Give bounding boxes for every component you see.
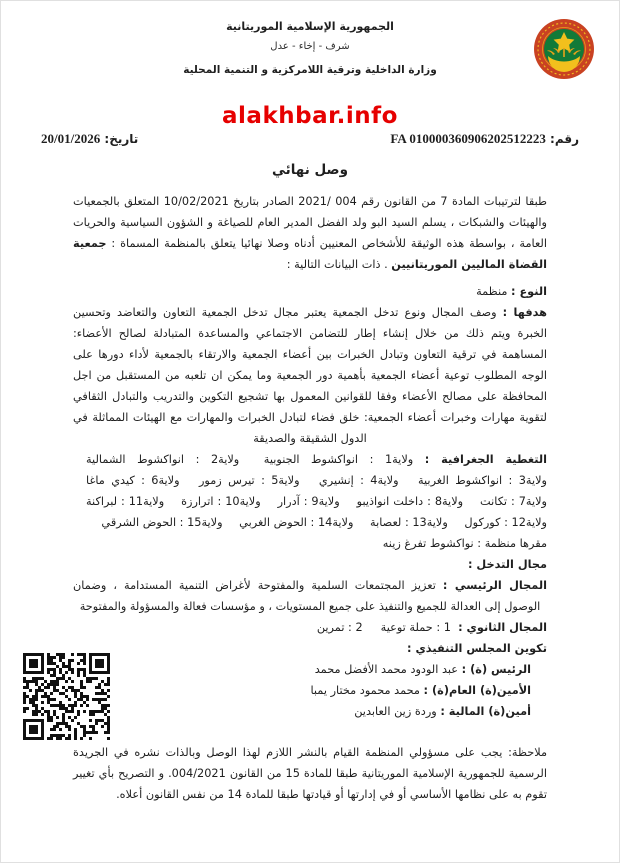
council-member-row <box>73 659 547 680</box>
republic-title: الجمهورية الإسلامية الموريتانية <box>226 20 394 33</box>
coverage-label: التغطية الجغرافية : <box>424 453 548 466</box>
wilaya-item: ولاية7 : تكانت <box>480 495 547 508</box>
wilaya-item: ولاية11 : لبراكنة <box>86 495 165 508</box>
document-date-label: تاريخ: <box>104 132 139 146</box>
coverage-paragraph <box>73 449 547 533</box>
secondary-field-line <box>73 617 547 638</box>
document-meta-row <box>1 131 619 147</box>
secondary-field-item: 2 : تمرين <box>316 621 363 634</box>
headquarters-label: مقرها منظمة : <box>477 537 547 550</box>
secondary-field-items <box>299 621 451 634</box>
secondary-field-label: المجال الثانوي : <box>458 621 547 634</box>
note-paragraph: ملاحظة: يجب على مسؤولي المنظمة القيام بالنشر اللازم لهذا الوصل وبالذات نشره في الجريدة الرسمية للجمهورية الإسلامية الموريتانية طبقا للمادة 15 من القانون 004/2021. و التصريح بأي تغيير تقوم به على نظامها الأساسي أو في إدارتها أو قيادتها طبقا للمادة 14 من نفس القانون أعلاه. <box>73 746 547 801</box>
header-text-block <box>120 19 500 76</box>
document-date <box>41 131 138 147</box>
secondary-field-item: 1 : حملة توعية <box>380 621 451 634</box>
council-header: تكوين المجلس التنفيذي : <box>407 642 547 655</box>
main-field-text: تعزيز المجتمعات السلمية والمفتوحة لأغراض التنمية المستدامة ، وضمان الوصول إلى العدالة للجميع والتنفيذ على جميع المستويات ، و مؤسسات فعالة والمسؤولة والمفتوحة <box>73 579 541 613</box>
mauritania-emblem-icon <box>533 18 595 80</box>
type-value: منظمة <box>476 285 508 298</box>
wilaya-item: ولاية13 : لعصابة <box>370 516 448 529</box>
document-header <box>1 1 619 93</box>
organization-name: جمعية القضاة الماليين الموريتانيين <box>73 237 547 271</box>
wilaya-item: ولاية5 : تيرس زمور <box>198 474 300 487</box>
objective-text: وصف المجال ونوع تدخل الجمعية يعتبر مجال تدخل الجمعية التعاون والتعاضد وتحسين الخبرة ويتم ذلك من خلال إنشاء إطار للتضامن الاجتماعي والمساعدة المتبادلة لصالح الأعضاء: المساهمة في ترقية التعاون وتبادل الخبرات بين أعضاء الجمعية والارتقاء بالجمعية لأداء دورها على الوجه المطلوب توعية أعضاء الجمعية بأهمية دور الجمعية وما يمكن ان تلعبه من المستقبل من اجل المحافظة على مصالح الأعضاء وفقا للقوانين المعمول بها تشجيع التكوين والتدريب والتبادل الثقافي لتقوية مهارات وخبرات أعضاء الجمعية: خلق فضاء لتبادل الخبرات والمهارات مع الهيئات المماثلة في الدول الشقيقة والصديقة <box>73 306 547 445</box>
document-date-value: 20/01/2026 <box>41 131 101 146</box>
council-member-name: محمد محمود مختار يمبا <box>310 684 424 697</box>
wilaya-item: ولاية14 : الحوض الغربي <box>239 516 354 529</box>
document-number-value: FA 010000360906202512223 <box>390 131 546 146</box>
wilaya-item: ولاية15 : الحوض الشرقي <box>101 516 223 529</box>
intervention-header: مجال التدخل : <box>467 558 547 571</box>
type-line <box>73 281 547 302</box>
wilaya-item: ولاية1 : انواكشوط الجنوبية <box>263 453 414 466</box>
wilaya-item: ولاية3 : انواكشوط الغربية <box>417 474 548 487</box>
type-label: النوع : <box>511 285 547 298</box>
council-member-name: وردة زين العابدين <box>354 705 441 718</box>
ministry-title: وزارة الداخلية وترقية اللامركزية و التنمية المحلية <box>183 64 437 76</box>
council-member-row <box>73 680 547 701</box>
council-members <box>73 659 547 722</box>
national-motto: شرف - إخاء - عدل <box>270 41 350 52</box>
objective-label: هدفها : <box>502 306 547 319</box>
objective-paragraph <box>73 302 547 449</box>
headquarters-line <box>73 533 547 554</box>
council-member-row <box>73 701 547 722</box>
main-field-paragraph <box>73 575 547 617</box>
wilaya-item: ولاية10 : اترارزة <box>181 495 261 508</box>
intro-paragraph <box>73 191 547 275</box>
council-member-role: الأمين(ة) العام(ة) : <box>423 684 531 697</box>
intro-text-post: . ذات البيانات التالية : <box>286 258 392 271</box>
main-field-label: المجال الرئيسي : <box>442 579 547 592</box>
intro-text-pre: طبقا لترتيبات المادة 7 من القانون رقم 004 /2021 الصادر بتاريخ 10/02/2021 المتعلق بالجمعيات والهيئات والشبكات ، يسلم السيد البو ولد الفضل المدير العام للصياغة و الشؤون السياسية والحريات العامة ، بواسطة هذه الوثيقة للأشخاص المعنيين أدناه وصلا نهائيا يتعلق بالمنظمة المسماة : <box>73 195 547 250</box>
wilaya-item: ولاية12 : كوركول <box>464 516 547 529</box>
site-watermark: alakhbar.info <box>222 103 398 129</box>
council-member-role: الرئيس (ة) : <box>461 663 531 676</box>
document-number-label: رقم: <box>550 132 579 146</box>
council-member-name: عبد الودود محمد الأفضل محمد <box>314 663 462 676</box>
wilaya-item: ولاية6 : كيدي ماغا <box>86 474 180 487</box>
document-number <box>390 131 579 147</box>
page-title: وصل نهائي <box>272 162 348 178</box>
wilaya-item: ولاية8 : داخلت انواذيبو <box>356 495 464 508</box>
headquarters-value: نواكشوط تفرغ زينه <box>382 537 474 550</box>
wilaya-item: ولاية9 : آدرار <box>277 495 340 508</box>
council-member-role: أمين(ة) المالية : <box>440 705 531 718</box>
wilaya-item: ولاية2 : انواكشوط الشمالية <box>86 453 240 466</box>
qr-code-icon <box>23 653 110 740</box>
wilaya-item: ولاية4 : إنشيري <box>318 474 399 487</box>
